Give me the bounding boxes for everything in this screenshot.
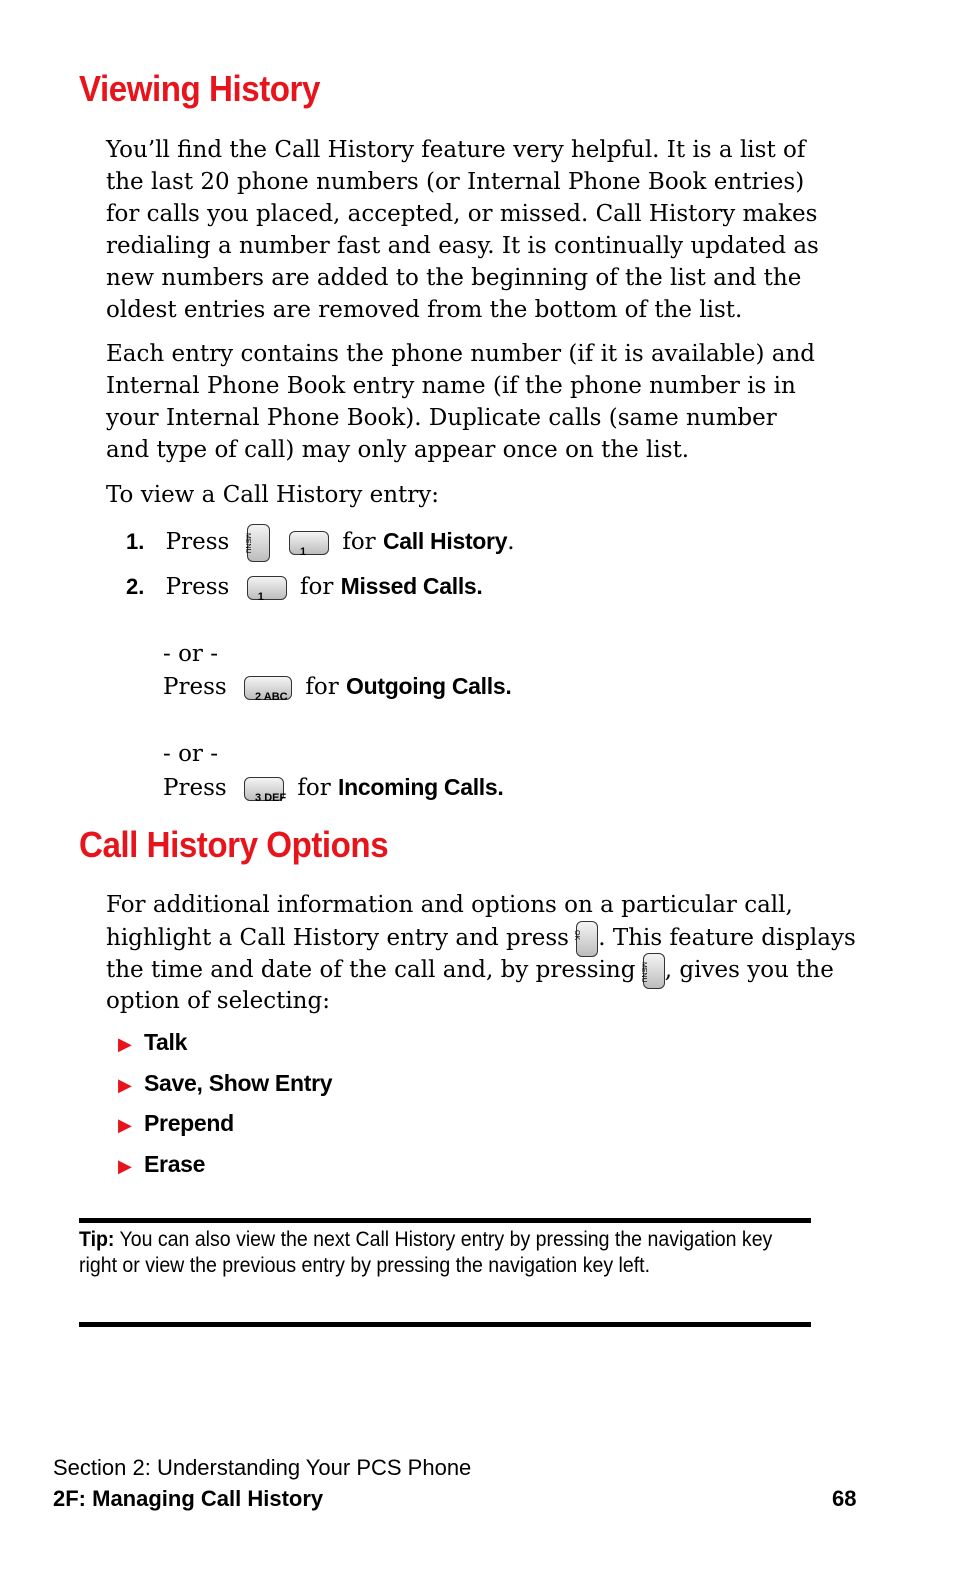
footer-chapter: 2F: Managing Call History [53,1486,324,1511]
step-suffix: . [507,529,515,555]
triangle-bullet-icon: ▶ [118,1075,132,1096]
or-separator: - or - [163,741,219,767]
footer-section: Section 2: Understanding Your PCS Phone [53,1455,472,1480]
step-for-text: for [300,574,334,600]
tip-note [79,1227,809,1279]
key-1-icon: 1 [247,576,287,600]
step-target: Call History [382,528,508,554]
alt-for-text: for [297,775,331,801]
tip-text: You can also view the next Call History entry by pressing the navigation key right or view the previous entry by pressing the navigation key left. [79,1228,773,1277]
step-number: 2. [126,574,145,599]
triangle-bullet-icon: ▶ [118,1156,132,1177]
tip-top-rule [79,1218,811,1223]
options-paragraph-line-4: option of selecting: [106,988,330,1014]
menu-key-icon: MENU [247,524,270,562]
entry-paragraph: Each entry contains the phone number (if it is available) and Internal Phone Book entry name (if the phone number is in your Internal Phone Book). Duplicate calls (same number and type of call) may only appear once on the list. [106,341,816,463]
step-2 [126,570,483,603]
option-item [118,1148,205,1183]
option-label: Prepend [144,1110,234,1136]
alt-for-text: for [305,674,339,700]
text: . This feature displays [598,925,856,951]
steps-intro: To view a Call History entry: [106,482,440,508]
section-title-call-history-options: Call History Options [79,824,389,865]
page-number: 68 [832,1486,857,1511]
key-3-def-icon: 3 DEF [244,777,284,801]
key-2-abc-icon: 2 ABC [244,676,292,700]
text: , gives you the [664,957,834,983]
menu-key-icon: MENU [643,953,665,989]
step-press-text: Press [165,574,230,600]
option-label: Erase [144,1151,206,1177]
text: the time and date of the call and, by pressing [106,957,636,983]
options-paragraph-line-2 [106,921,856,957]
option-item [118,1107,234,1142]
alt-target: Incoming Calls. [338,774,504,800]
step-for-text: for [342,529,376,555]
triangle-bullet-icon: ▶ [118,1115,132,1136]
intro-paragraph: You’ll find the Call History feature very helpful. It is a list of the last 20 phone numbers (or Internal Phone Book entries) for calls you placed, accepted, or missed. Call History makes redialing a number fast and easy. It is continually updated as new numbers are added to the beginning of the list and the oldest entries are removed from the bottom of the list. [106,137,819,323]
option-label: Save, Show Entry [144,1070,333,1096]
alt-target: Outgoing Calls. [346,673,512,699]
text: highlight a Call History entry and press [106,925,569,951]
step-1 [126,524,515,562]
step-number: 1. [126,529,145,554]
step-press-text: Press [165,529,230,555]
options-paragraph-line-1: For additional information and options on a particular call, [106,892,793,918]
option-item [118,1067,332,1102]
alt-press-text: Press [163,674,227,700]
tip-bottom-rule [79,1322,811,1327]
alt-outgoing [163,670,511,703]
key-1-icon: 1 [289,531,329,555]
alt-press-text: Press [163,775,227,801]
step-target: Missed Calls. [340,573,483,599]
option-item [118,1026,187,1061]
or-separator: - or - [163,641,219,667]
alt-incoming [163,771,503,804]
tip-label: Tip: [79,1228,115,1251]
ok-key-icon: OK [576,921,598,957]
option-label: Talk [144,1029,188,1055]
triangle-bullet-icon: ▶ [118,1034,132,1055]
options-paragraph-line-3 [106,953,834,989]
section-title-viewing-history: Viewing History [79,68,320,109]
